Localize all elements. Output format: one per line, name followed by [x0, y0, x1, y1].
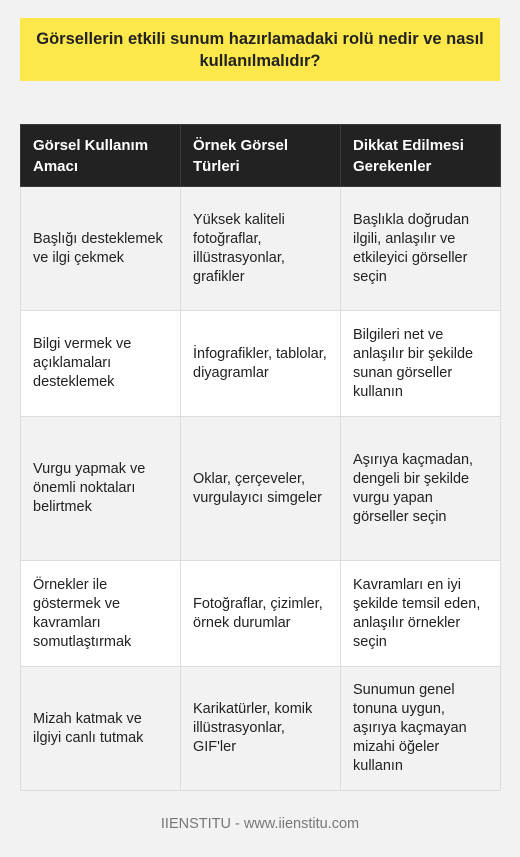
- table-cell-purpose: Başlığı desteklemek ve ilgi çekmek: [21, 187, 181, 311]
- table-header-row: [21, 125, 501, 187]
- table-cell-purpose: Vurgu yapmak ve önemli noktaları belirtmek: [21, 417, 181, 561]
- table-cell-examples: Fotoğraflar, çizimler, örnek durumlar: [181, 561, 341, 667]
- table-cell-considerations: Sunumun genel tonuna uygun, aşırıya kaçmayan mizahi öğeler kullanın: [341, 667, 501, 791]
- table-cell-considerations: Başlıkla doğrudan ilgili, anlaşılır ve etkileyici görseller seçin: [341, 187, 501, 311]
- table-cell-examples: Oklar, çerçeveler, vurgulayıcı simgeler: [181, 417, 341, 561]
- info-table: [20, 124, 501, 791]
- table-cell-purpose: Örnekler ile göstermek ve kavramları somutlaştırmak: [21, 561, 181, 667]
- column-header-purpose: Görsel Kullanım Amacı: [21, 125, 181, 187]
- table-cell-purpose: Mizah katmak ve ilgiyi canlı tutmak: [21, 667, 181, 791]
- table-row: [21, 667, 501, 791]
- table-row: [21, 561, 501, 667]
- table-cell-examples: Karikatürler, komik illüstrasyonlar, GIF'ler: [181, 667, 341, 791]
- page-title: Görsellerin etkili sunum hazırlamadaki rolü nedir ve nasıl kullanılmalıdır?: [20, 18, 500, 81]
- column-header-considerations: Dikkat Edilmesi Gerekenler: [341, 125, 501, 187]
- table-row: [21, 417, 501, 561]
- column-header-examples: Örnek Görsel Türleri: [181, 125, 341, 187]
- table-cell-considerations: Bilgileri net ve anlaşılır bir şekilde sunan görseller kullanın: [341, 311, 501, 417]
- table-cell-examples: Yüksek kaliteli fotoğraflar, illüstrasyonlar, grafikler: [181, 187, 341, 311]
- table-cell-purpose: Bilgi vermek ve açıklamaları desteklemek: [21, 311, 181, 417]
- table-cell-examples: İnfografikler, tablolar, diyagramlar: [181, 311, 341, 417]
- table-cell-considerations: Aşırıya kaçmadan, dengeli bir şekilde vurgu yapan görseller seçin: [341, 417, 501, 561]
- table-row: [21, 311, 501, 417]
- table-cell-considerations: Kavramları en iyi şekilde temsil eden, anlaşılır örnekler seçin: [341, 561, 501, 667]
- table-row: [21, 187, 501, 311]
- footer-credit: IIENSTITU - www.iienstitu.com: [160, 816, 360, 832]
